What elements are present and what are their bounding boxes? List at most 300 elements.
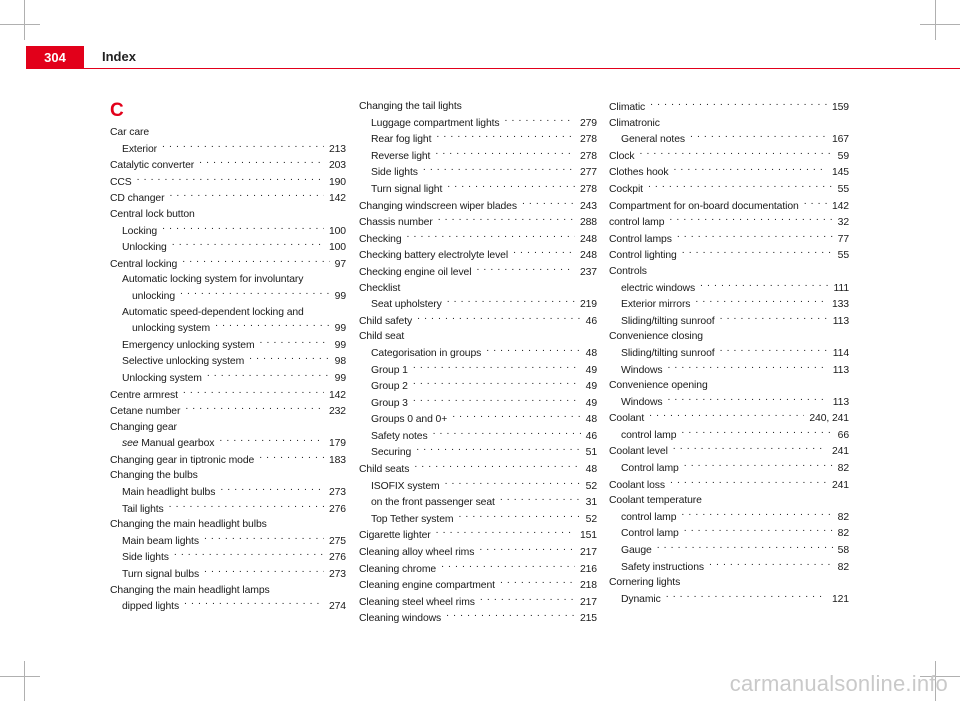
entry-label: Clothes hook <box>609 167 669 179</box>
dot-leader <box>199 157 324 168</box>
entry-label: Coolant loss <box>609 479 665 491</box>
index-heading: Car care <box>110 127 150 138</box>
entry-label: Side lights <box>122 552 169 564</box>
index-entry <box>609 247 849 264</box>
dot-leader <box>172 239 324 250</box>
index-entry <box>359 198 597 215</box>
entry-text <box>621 395 662 411</box>
index-heading: Controls <box>609 265 647 277</box>
entry-label: Windows <box>621 396 663 408</box>
entry-page-number: 48 <box>585 464 597 476</box>
index-entry <box>110 549 346 566</box>
entry-label: Group 2 <box>371 381 408 393</box>
entry-text <box>122 354 244 370</box>
entry-page-number: 276 <box>328 503 346 515</box>
index-heading: Changing the main headlight bulbs <box>110 519 267 531</box>
entry-page-number: 240, 241 <box>809 413 849 425</box>
entry-text <box>359 595 475 611</box>
entry-label: Cleaning steel wheel rims <box>359 596 475 608</box>
entry-text <box>621 560 704 576</box>
index-entry <box>609 591 849 608</box>
entry-page-number: 49 <box>585 364 597 376</box>
index-entry-first-line: Automatic speed-dependent locking and <box>122 306 304 318</box>
dot-leader <box>682 247 833 258</box>
entry-page-number: 217 <box>579 547 597 559</box>
index-entry <box>359 461 597 478</box>
entry-page-number: 215 <box>579 613 597 625</box>
entry-page-number: 203 <box>328 160 346 172</box>
index-entry <box>359 544 597 561</box>
entry-page-number: 114 <box>832 347 849 359</box>
entry-text <box>621 132 685 148</box>
index-entry <box>359 164 597 181</box>
entry-page-number: 82 <box>837 561 849 573</box>
entry-page-number: 100 <box>328 225 346 237</box>
watermark: carmanualsonline.info <box>729 671 948 696</box>
entry-text <box>110 191 164 207</box>
entry-text <box>371 149 430 165</box>
entry-label: Changing windscreen wiper blades <box>359 200 517 212</box>
index-entry <box>110 370 346 387</box>
dot-leader <box>215 320 330 331</box>
entry-text <box>122 240 167 256</box>
entry-page-number: 77 <box>837 233 849 245</box>
dot-leader <box>435 148 575 159</box>
dot-leader <box>804 198 827 209</box>
index-entry <box>110 157 346 174</box>
entry-label: Climatic <box>609 102 646 113</box>
dot-leader <box>413 362 581 373</box>
entry-page-number: 274 <box>328 601 346 613</box>
entry-text <box>621 543 652 559</box>
entry-label: Sliding/tilting sunroof <box>621 347 715 359</box>
entry-label: CCS <box>110 176 132 188</box>
entry-label: control lamp <box>609 217 665 229</box>
dot-leader <box>673 164 827 175</box>
entry-text <box>122 567 199 583</box>
dot-leader <box>438 214 575 225</box>
entry-text <box>609 149 634 165</box>
see-reference: see <box>122 438 139 450</box>
dot-leader <box>445 478 581 489</box>
dot-leader <box>480 594 575 605</box>
index-heading: Changing gear <box>110 421 177 433</box>
entry-text <box>609 215 664 231</box>
index-entry <box>359 527 597 544</box>
entry-label: Checking <box>359 233 402 245</box>
entry-page-number: 278 <box>579 150 597 162</box>
dot-leader <box>413 395 581 406</box>
dot-leader <box>681 427 832 438</box>
entry-text <box>609 182 643 198</box>
entry-page-number: 278 <box>579 134 597 146</box>
entry-label: Locking <box>122 225 158 237</box>
index-entry <box>359 610 597 627</box>
entry-text <box>122 485 215 501</box>
entry-text <box>371 445 411 461</box>
entry-label: Checking engine oil level <box>359 266 472 278</box>
index-entry <box>359 231 597 248</box>
index-entry <box>359 411 597 428</box>
index-entry <box>110 501 346 518</box>
dot-leader <box>476 264 575 275</box>
index-heading: Central lock button <box>110 208 195 220</box>
index-column-2 <box>359 99 597 627</box>
index-entry <box>110 337 346 354</box>
entry-page-number: 49 <box>585 381 597 393</box>
dot-leader <box>505 115 575 126</box>
index-entry <box>110 484 346 501</box>
dot-leader <box>413 378 581 389</box>
dot-leader <box>720 313 828 324</box>
entry-label: Centre armrest <box>110 389 178 401</box>
entry-label: Manual gearbox <box>141 438 215 450</box>
index-entry <box>609 148 849 165</box>
entry-text <box>609 478 665 494</box>
index-entry <box>359 131 597 148</box>
index-column-1 <box>110 99 346 615</box>
entry-label: Unlocking <box>122 242 167 254</box>
crop-mark <box>24 0 25 40</box>
index-entry <box>359 561 597 578</box>
dot-leader <box>219 435 324 446</box>
entry-page-number: 248 <box>579 233 597 245</box>
entry-page-number: 159 <box>831 102 849 113</box>
index-entry <box>359 214 597 231</box>
entry-text <box>371 346 481 362</box>
index-entry <box>110 353 346 370</box>
entry-text <box>122 142 157 158</box>
dot-leader <box>204 566 324 577</box>
entry-text <box>621 297 690 313</box>
entry-page-number: 100 <box>328 242 346 254</box>
dot-leader <box>416 444 580 455</box>
entry-page-number: 145 <box>831 167 849 179</box>
entry-text <box>132 289 175 305</box>
index-entry <box>609 460 849 477</box>
entry-label: control lamp <box>621 511 677 523</box>
entry-label: Child safety <box>359 315 413 327</box>
entry-label: Cleaning chrome <box>359 563 437 575</box>
entry-page-number: 55 <box>837 250 849 262</box>
index-entry <box>609 280 849 297</box>
entry-page-number: 217 <box>579 596 597 608</box>
entry-text <box>621 428 676 444</box>
crop-mark <box>920 24 960 25</box>
entry-text <box>132 321 210 337</box>
entry-page-number: 142 <box>328 389 346 401</box>
index-entry <box>609 313 849 330</box>
dot-leader <box>650 99 827 110</box>
index-entry <box>359 428 597 445</box>
index-entry <box>110 190 346 207</box>
index-entry <box>609 181 849 198</box>
dot-leader <box>500 494 581 505</box>
dot-leader <box>479 544 575 555</box>
index-entry <box>609 525 849 542</box>
entry-page-number: 113 <box>832 364 849 376</box>
entry-label: General notes <box>621 134 685 146</box>
entry-label: Cleaning alloy wheel rims <box>359 547 475 559</box>
index-entry <box>609 410 849 427</box>
dot-leader <box>720 345 828 356</box>
entry-label: Selective unlocking system <box>122 356 245 368</box>
dot-leader <box>433 428 581 439</box>
dot-leader <box>513 247 575 258</box>
entry-page-number: 279 <box>579 117 597 129</box>
dot-leader <box>684 460 833 471</box>
entry-page-number: 113 <box>832 396 849 408</box>
entry-label: Coolant level <box>609 446 668 458</box>
entry-page-number: 82 <box>837 511 849 523</box>
dot-leader <box>204 533 324 544</box>
index-entry <box>359 594 597 611</box>
dot-leader <box>677 231 833 242</box>
entry-text <box>621 363 662 379</box>
index-entry <box>359 478 597 495</box>
dot-leader <box>670 477 827 488</box>
entry-text <box>609 199 799 215</box>
entry-label: Side lights <box>371 167 418 179</box>
index-entry <box>110 223 346 240</box>
entry-text <box>359 232 402 248</box>
dot-leader <box>169 501 324 512</box>
entry-page-number: 99 <box>334 290 346 302</box>
crop-mark <box>0 676 40 677</box>
dot-leader <box>260 337 330 348</box>
index-entry <box>110 566 346 583</box>
index-entry <box>110 598 346 615</box>
entry-page-number: 51 <box>585 447 597 459</box>
entry-label: Reverse light <box>371 150 431 162</box>
entry-page-number: 243 <box>579 200 597 212</box>
index-entry <box>359 345 597 362</box>
dot-leader <box>185 403 324 414</box>
crop-mark <box>935 0 936 40</box>
entry-label: Unlocking system <box>122 372 202 384</box>
entry-text <box>371 379 408 395</box>
entry-label: Tail lights <box>122 503 164 515</box>
entry-label: Catalytic converter <box>110 160 195 172</box>
entry-label: dipped lights <box>122 601 180 613</box>
dot-leader <box>423 164 575 175</box>
index-entry <box>359 264 597 281</box>
entry-text <box>621 281 695 297</box>
dot-leader <box>684 525 833 536</box>
dot-leader <box>709 559 833 570</box>
entry-page-number: 99 <box>334 323 346 335</box>
entry-page-number: 111 <box>833 282 849 294</box>
index-entry <box>609 131 849 148</box>
index-heading: Child seat <box>359 331 405 343</box>
index-entry <box>609 231 849 248</box>
index-heading: Climatronic <box>609 117 660 129</box>
entry-text <box>122 338 255 354</box>
entry-page-number: 99 <box>334 372 346 384</box>
index-entry <box>359 444 597 461</box>
entry-label: Cigarette lighter <box>359 530 431 542</box>
dot-leader <box>667 394 827 405</box>
entry-text <box>609 444 668 460</box>
entry-text <box>371 396 408 412</box>
entry-label: Safety notes <box>371 430 428 442</box>
entry-page-number: 99 <box>334 339 346 351</box>
dot-leader <box>436 527 575 538</box>
index-entry <box>609 427 849 444</box>
index-entry <box>609 559 849 576</box>
dot-leader <box>447 181 575 192</box>
dot-leader <box>436 131 575 142</box>
entry-text <box>621 314 715 330</box>
entry-label: Coolant <box>609 413 645 425</box>
entry-text <box>122 599 179 615</box>
entry-page-number: 98 <box>334 356 346 368</box>
entry-label: Gauge <box>621 545 652 557</box>
entry-label: Top Tether system <box>371 513 454 525</box>
entry-page-number: 275 <box>328 535 346 547</box>
dot-leader <box>458 511 580 522</box>
dot-leader <box>673 443 827 454</box>
entry-label: Control lighting <box>609 250 677 262</box>
entry-label: Groups 0 and 0+ <box>371 414 448 426</box>
entry-label: Cetane number <box>110 406 181 418</box>
entry-text <box>110 257 177 273</box>
entry-label: Cleaning engine compartment <box>359 580 495 592</box>
entry-text <box>110 453 254 469</box>
index-entry <box>110 533 346 550</box>
index-entry <box>609 362 849 379</box>
dot-leader <box>522 198 575 209</box>
index-entry <box>359 577 597 594</box>
dot-leader <box>695 296 827 307</box>
entry-text <box>122 534 199 550</box>
entry-label: Emergency unlocking system <box>122 339 255 351</box>
dot-leader <box>447 296 575 307</box>
index-entry <box>609 214 849 231</box>
entry-label: Turn signal light <box>371 183 443 195</box>
entry-page-number: 213 <box>328 143 346 155</box>
entry-text <box>609 232 672 248</box>
entry-page-number: 55 <box>837 183 849 195</box>
entry-label: Cleaning windows <box>359 613 442 625</box>
index-entry <box>359 362 597 379</box>
entry-page-number: 167 <box>831 134 849 146</box>
dot-leader <box>414 461 580 472</box>
entry-label: Securing <box>371 447 412 459</box>
entry-text <box>110 175 132 191</box>
entry-page-number: 48 <box>585 414 597 426</box>
entry-text <box>359 248 508 264</box>
dot-leader <box>180 288 330 299</box>
entry-text <box>359 199 517 215</box>
dot-leader <box>182 256 329 267</box>
entry-page-number: 190 <box>328 176 346 188</box>
crop-mark <box>0 24 40 25</box>
index-entry <box>609 99 849 116</box>
entry-text <box>609 100 645 116</box>
dot-leader <box>417 313 581 324</box>
entry-text <box>609 411 644 427</box>
entry-text <box>621 592 661 608</box>
index-entry <box>609 296 849 313</box>
entry-text <box>359 528 431 544</box>
entry-label: Clock <box>609 150 635 162</box>
entry-label: Group 1 <box>371 364 408 376</box>
entry-page-number: 46 <box>585 315 597 327</box>
entry-text <box>359 562 436 578</box>
entry-page-number: 241 <box>831 479 849 491</box>
entry-label: Exterior <box>122 143 157 155</box>
entry-page-number: 237 <box>579 266 597 278</box>
entry-label: control lamp <box>621 429 677 441</box>
page-number: 304 <box>26 46 84 68</box>
entry-page-number: 183 <box>328 454 346 466</box>
dot-leader <box>441 561 575 572</box>
index-entry <box>609 394 849 411</box>
entry-page-number: 133 <box>831 299 849 311</box>
index-heading: Changing the main headlight lamps <box>110 584 270 596</box>
entry-page-number: 219 <box>579 299 597 311</box>
entry-label: Sliding/tilting sunroof <box>621 315 715 327</box>
index-heading: Convenience opening <box>609 380 708 392</box>
index-heading: Checklist <box>359 282 401 294</box>
entry-page-number: 142 <box>328 193 346 205</box>
entry-text <box>359 215 433 231</box>
dot-leader <box>407 231 575 242</box>
index-entry <box>359 378 597 395</box>
entry-page-number: 97 <box>334 258 346 270</box>
entry-page-number: 59 <box>837 150 849 162</box>
index-entry <box>609 443 849 460</box>
entry-text <box>359 462 409 478</box>
entry-page-number: 121 <box>831 593 849 605</box>
index-heading: Convenience closing <box>609 331 703 343</box>
section-letter: C <box>110 100 124 121</box>
entry-page-number: 273 <box>328 487 346 499</box>
dot-leader <box>648 181 833 192</box>
entry-text <box>122 224 157 240</box>
index-entry <box>359 181 597 198</box>
entry-text <box>609 165 668 181</box>
entry-label: Control lamp <box>621 528 679 540</box>
entry-page-number: 32 <box>837 217 849 229</box>
entry-label: Main headlight bulbs <box>122 487 216 499</box>
index-entry <box>110 387 346 404</box>
entry-label: Windows <box>621 364 663 376</box>
entry-page-number: 52 <box>585 513 597 525</box>
entry-text <box>371 495 495 511</box>
entry-label: unlocking <box>132 290 176 302</box>
entry-label: Safety instructions <box>621 561 704 573</box>
entry-text <box>371 429 428 445</box>
entry-label: Main beam lights <box>122 535 199 547</box>
index-entry <box>359 148 597 165</box>
entry-text <box>122 436 214 452</box>
entry-text <box>359 265 471 281</box>
entry-text <box>371 132 431 148</box>
dot-leader <box>169 190 324 201</box>
entry-page-number: 66 <box>837 429 849 441</box>
index-heading: Coolant temperature <box>609 495 702 507</box>
entry-label: Group 3 <box>371 397 408 409</box>
entry-text <box>122 550 169 566</box>
entry-label: Checking battery electrolyte level <box>359 250 509 262</box>
dot-leader <box>657 542 833 553</box>
entry-label: unlocking system <box>132 323 211 335</box>
entry-text <box>621 510 676 526</box>
entry-page-number: 151 <box>579 530 597 542</box>
index-entry <box>110 288 346 305</box>
